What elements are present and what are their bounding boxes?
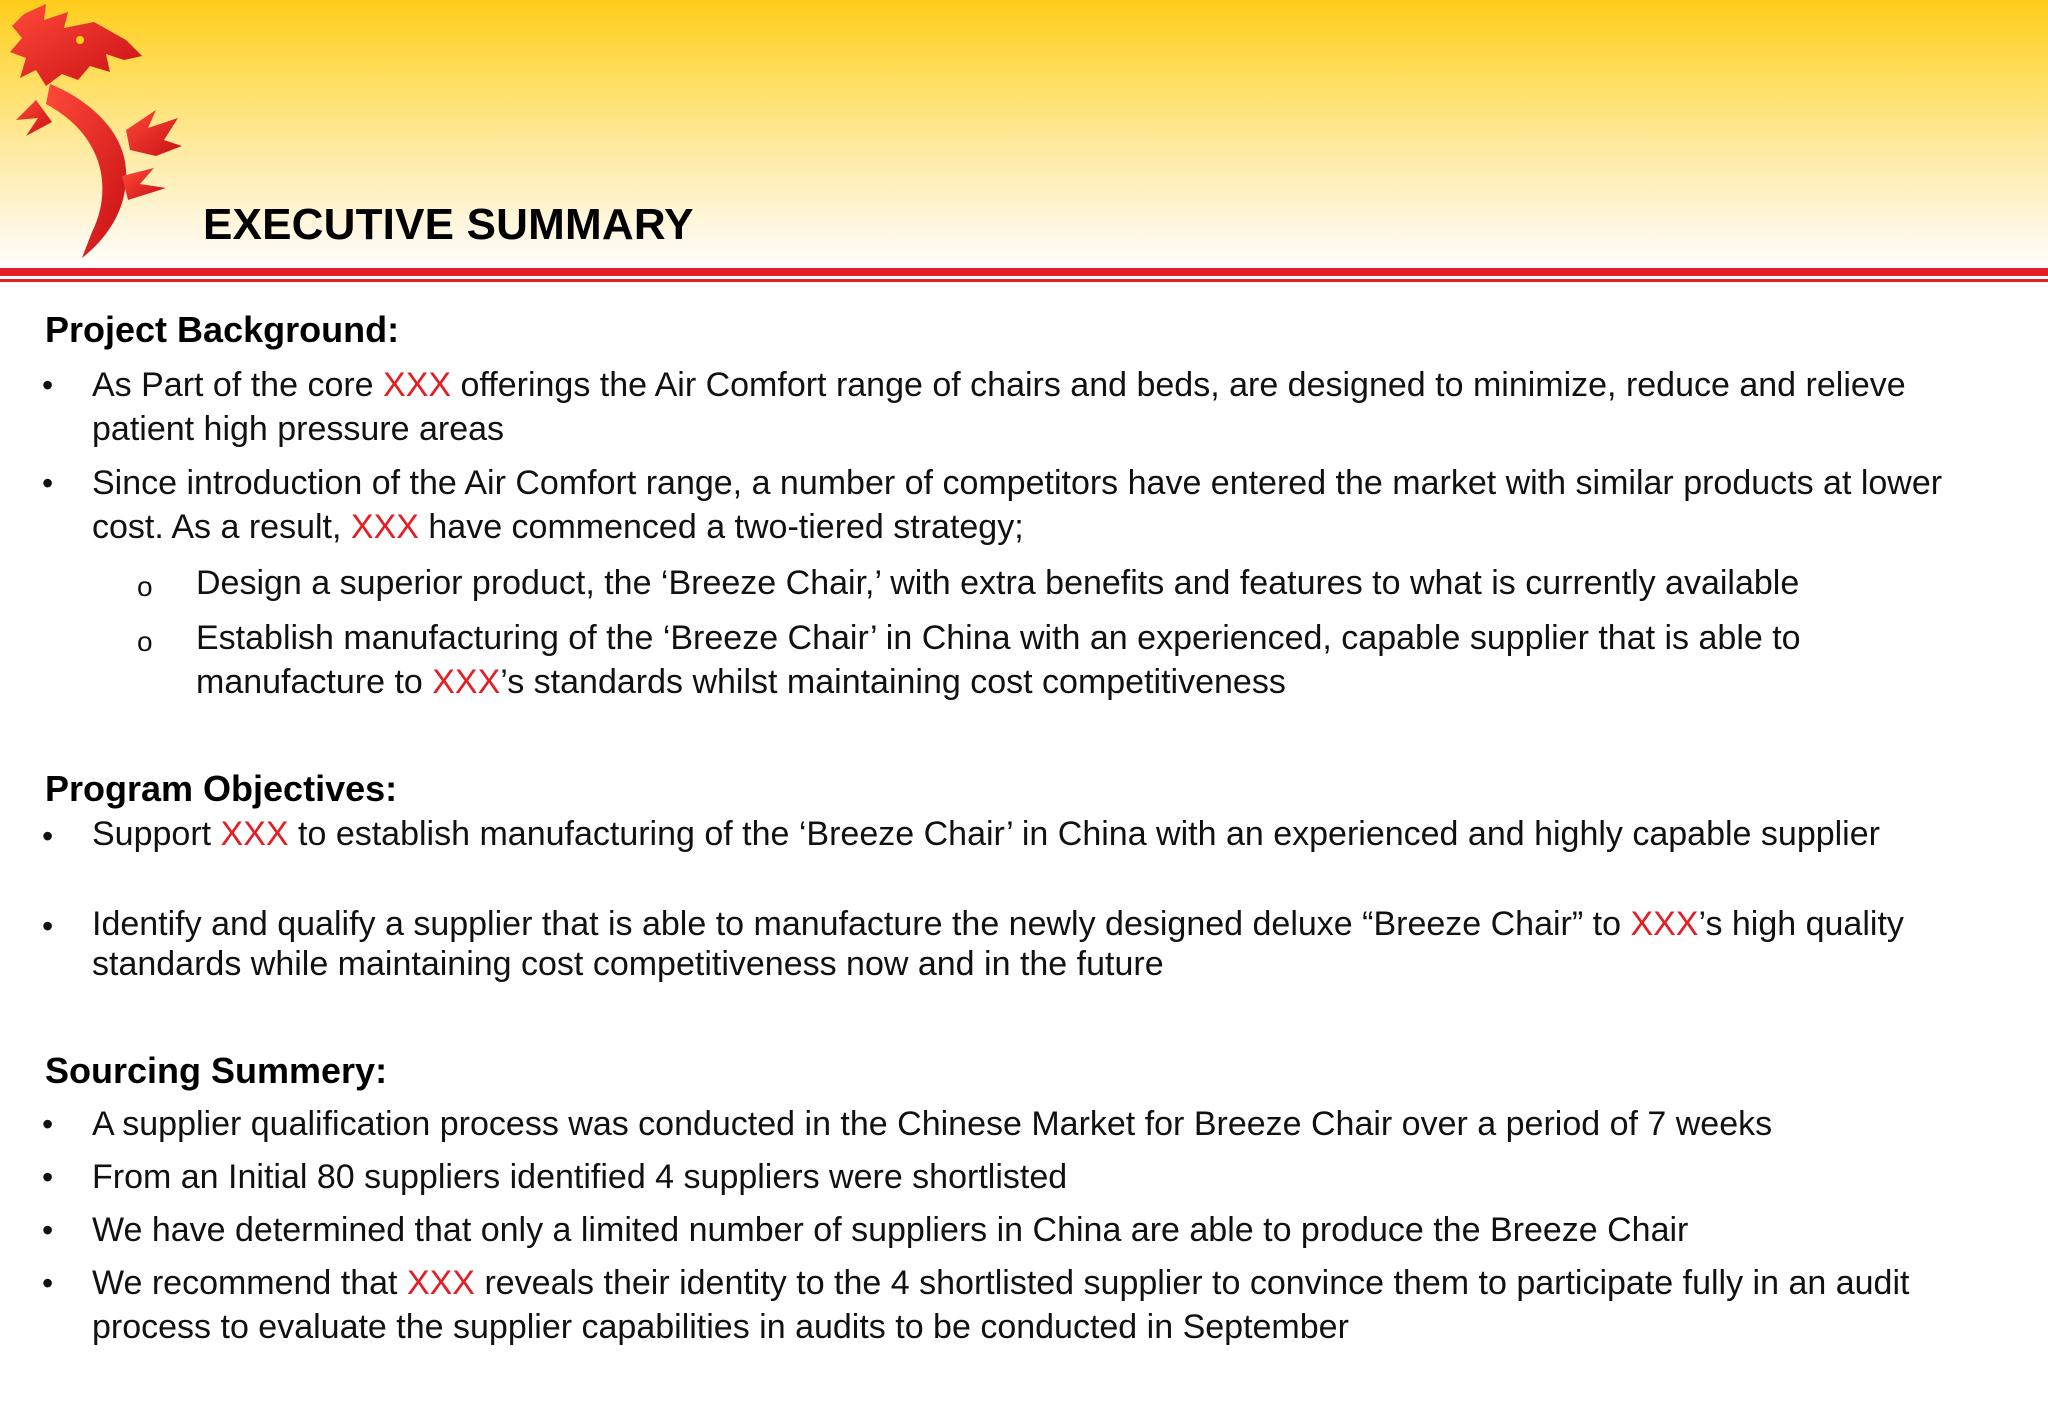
placeholder-company: XXX — [383, 366, 452, 404]
text-run: reveals their identity to the 4 shortlisted supplier to convince them to participate fully in an audit process to evaluate the supplier capabilities in audits to be conducted in September — [92, 1264, 1910, 1346]
text-run: Since introduction of the Air Comfort range, a number of competitors have entered the market with similar products at lower cost. As a result, — [92, 464, 1943, 546]
list-item-text — [92, 363, 2012, 451]
list-item-text — [92, 904, 2012, 984]
list-item-text — [92, 461, 2012, 549]
bullet-marker: • — [42, 1212, 54, 1248]
section-heading-project-background: Project Background: — [45, 309, 400, 350]
text-run: Establish manufacturing of the ‘Breeze Chair’ in China with an experienced, capable supplier that is able to manufacture to — [196, 619, 1801, 701]
list-item-text — [92, 1208, 2012, 1252]
bullet-marker: • — [42, 908, 54, 944]
list-item-text — [92, 1155, 2012, 1199]
sub-bullet-marker: o — [137, 626, 153, 657]
sub-bullet-marker: o — [137, 571, 153, 602]
bullet-marker: • — [42, 1265, 54, 1301]
bullet-marker: • — [42, 818, 54, 854]
list-item-text — [92, 814, 2012, 854]
section-heading-sourcing-summery: Sourcing Summery: — [45, 1050, 388, 1091]
text-run: ’s high quality standards while maintaining cost competitiveness now and in the future — [92, 905, 1904, 983]
placeholder-company: XXX — [432, 663, 501, 701]
red-dragon-logo-icon — [6, 0, 186, 262]
text-run: have commenced a two-tiered strategy; — [418, 508, 1024, 546]
header-divider-thick — [0, 268, 2048, 276]
placeholder-company: XXX — [350, 508, 419, 546]
header-divider-thin — [0, 279, 2048, 282]
bullet-marker: • — [42, 465, 54, 501]
list-item-text — [92, 1102, 2012, 1146]
text-run: We recommend that — [92, 1264, 407, 1302]
placeholder-company: XXX — [1630, 905, 1699, 943]
placeholder-company: XXX — [220, 815, 289, 853]
bullet-marker: • — [42, 1159, 54, 1195]
list-item-text — [196, 616, 1996, 704]
text-run: ’s standards whilst maintaining cost competitiveness — [500, 663, 1286, 701]
text-run: Design a superior product, the ‘Breeze Chair,’ with extra benefits and features to what is currently available — [196, 564, 1800, 602]
bullet-marker: • — [42, 367, 54, 403]
text-run: to establish manufacturing of the ‘Breeze Chair’ in China with an experienced and highly capable supplier — [288, 815, 1880, 853]
bullet-marker: • — [42, 1106, 54, 1142]
list-item-text — [196, 561, 1996, 605]
text-run: Support — [92, 815, 221, 853]
section-heading-program-objectives: Program Objectives: — [45, 768, 398, 809]
list-item-text — [92, 1261, 2012, 1349]
placeholder-company: XXX — [406, 1264, 475, 1302]
text-run: Identify and qualify a supplier that is able to manufacture the newly designed deluxe “Breeze Chair” to — [92, 905, 1631, 943]
text-run: As Part of the core — [92, 366, 384, 404]
text-run: From an Initial 80 suppliers identified 4 suppliers were shortlisted — [92, 1158, 1068, 1196]
page-title: EXECUTIVE SUMMARY — [203, 200, 694, 249]
text-run: offerings the Air Comfort range of chairs and beds, are designed to minimize, reduce and relieve patient high pressure areas — [92, 366, 1906, 448]
text-run: A supplier qualification process was conducted in the Chinese Market for Breeze Chair over a period of 7 weeks — [92, 1105, 1773, 1143]
text-run: We have determined that only a limited number of suppliers in China are able to produce the Breeze Chair — [92, 1211, 1689, 1249]
